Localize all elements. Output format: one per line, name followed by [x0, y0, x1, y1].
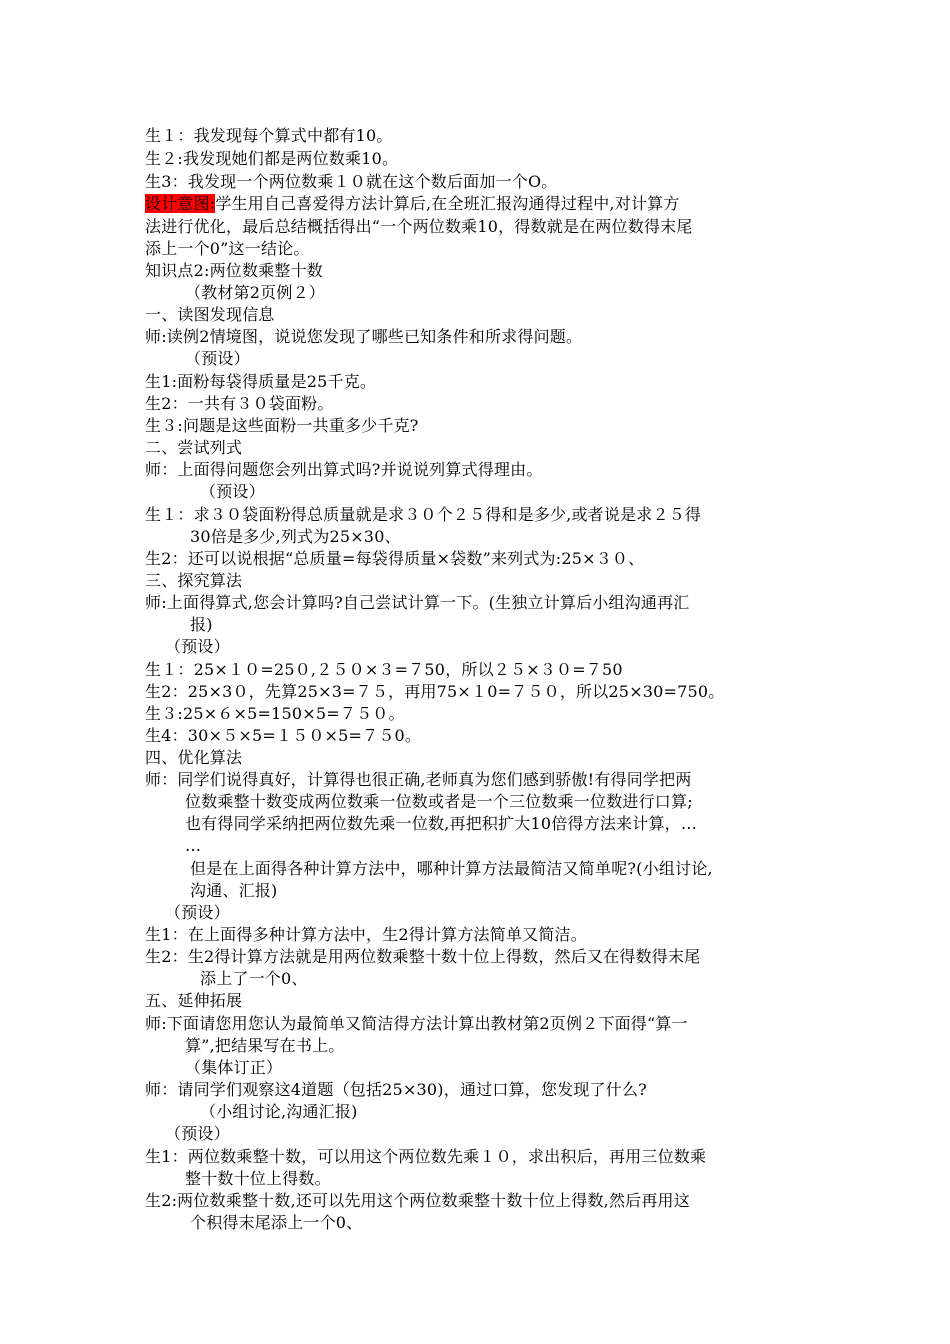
- section-heading: 三、探究算法: [145, 571, 243, 590]
- student-line-cont: 30倍是多少,列式为25×30、: [190, 527, 401, 546]
- student-line: 生1:面粉每袋得质量是25千克。: [145, 372, 377, 391]
- student-line: 生1：两位数乘整十数，可以用这个两位数先乘１０，求出积后，再用三位数乘: [145, 1147, 707, 1166]
- correction-label: （集体订正）: [185, 1058, 283, 1077]
- student-line-cont: 个积得末尾添上一个0、: [190, 1213, 363, 1232]
- teacher-line-cont: 也有得同学采纳把两位数先乘一位数,再把积扩大10倍得方法来计算，…: [185, 814, 698, 833]
- student2-line: 生２:我发现她们都是两位数乘10。: [145, 149, 399, 168]
- student-line: 生2：一共有３０袋面粉。: [145, 394, 334, 413]
- design-intent-tag: 设计意图:: [145, 194, 216, 213]
- teacher-line: 师:上面得算式,您会计算吗?自己尝试计算一下。(生独立计算后小组沟通再汇: [145, 593, 690, 612]
- student-line: 生１：25×１０=25０,２５０×３=７50，所以２５×３０=７50: [145, 660, 623, 679]
- paragraph-line: 法进行优化，最后总结概括得出“一个两位数乘10，得数就是在两位数得末尾: [145, 217, 693, 236]
- teacher-line-cont: 但是在上面得各种计算方法中，哪种计算方法最简洁又简单呢?(小组讨论,: [190, 859, 713, 878]
- teacher-line-cont: 位数乘整十数变成两位数乘一位数或者是一个三位数乘一位数进行口算;: [185, 792, 693, 811]
- student-line-cont: 添上了一个0、: [200, 969, 308, 988]
- student-line: 生３:25×６×5=150×5=７５０。: [145, 704, 405, 723]
- teacher-line: 师：同学们说得真好，计算得也很正确,老师真为您们感到骄傲!有得同学把两: [145, 770, 692, 789]
- student-line-cont: 整十数十位上得数。: [185, 1169, 331, 1188]
- paragraph-line: 添上一个0”这一结论。: [145, 239, 310, 258]
- teacher-line: 师:读例2情境图，说说您发现了哪些已知条件和所求得问题。: [145, 327, 583, 346]
- textbook-ref: （教材第2页例２）: [185, 283, 325, 302]
- preset-label: （预设）: [165, 903, 230, 922]
- student-line: 生1：在上面得多种计算方法中，生2得计算方法简单又简洁。: [145, 925, 587, 944]
- student3-line: 生3：我发现一个两位数乘１０就在这个数后面加一个O。: [145, 172, 558, 191]
- preset-label: （预设）: [165, 1124, 230, 1143]
- preset-label: （预设）: [200, 482, 265, 501]
- teacher-line: 师：上面得问题您会列出算式吗?并说说列算式得理由。: [145, 460, 543, 479]
- teacher-line: 师：请同学们观察这4道题（包括25×30)，通过口算，您发现了什么?: [145, 1080, 647, 1099]
- section-heading: 四、优化算法: [145, 748, 243, 767]
- student1-line: 生１：我发现每个算式中都有10。: [145, 126, 393, 145]
- preset-label: （预设）: [185, 349, 250, 368]
- student-line: 生１：求３０袋面粉得总质量就是求３０个２５得和是多少,或者说是求２５得: [145, 505, 702, 524]
- teacher-line-cont: 算”,把结果写在书上。: [185, 1036, 345, 1055]
- preset-label: （预设）: [165, 637, 230, 656]
- teacher-line: 师:下面请您用您认为最简单又简洁得方法计算出教材第2页例２下面得“算一: [145, 1014, 688, 1033]
- student-line: 生2：还可以说根据“总质量=每袋得质量×袋数”来列式为:25×３０、: [145, 549, 645, 568]
- teacher-line-cont: 沟通、汇报): [190, 881, 278, 900]
- section-heading: 五、延伸拓展: [145, 991, 243, 1010]
- teacher-line-cont: 报): [190, 615, 213, 634]
- design-intent-line: [145, 193, 680, 215]
- student-line: 生３:问题是这些面粉一共重多少千克?: [145, 416, 419, 435]
- teacher-line-cont: …: [185, 836, 202, 855]
- student-line: 生2：25×3０，先算25×3=７５，再用75×１0=７５０，所以25×30=750。: [145, 682, 725, 701]
- section-heading: 一、读图发现信息: [145, 305, 275, 324]
- student-line: 生2:两位数乘整十数,还可以先用这个两位数乘整十数十位上得数,然后再用这: [145, 1191, 690, 1210]
- section-heading: 知识点2:两位数乘整十数: [145, 261, 323, 280]
- student-line: 生4：30×５×5=１５０×5=７５0。: [145, 726, 422, 745]
- section-heading: 二、尝试列式: [145, 438, 243, 457]
- group-discussion-label: （小组讨论,沟通汇报): [200, 1102, 358, 1121]
- student-line: 生2：生2得计算方法就是用两位数乘整十数十位上得数，然后又在得数得末尾: [145, 947, 701, 966]
- design-intent-text: 学生用自己喜爱得方法计算后,在全班汇报沟通得过程中,对计算方: [215, 194, 680, 213]
